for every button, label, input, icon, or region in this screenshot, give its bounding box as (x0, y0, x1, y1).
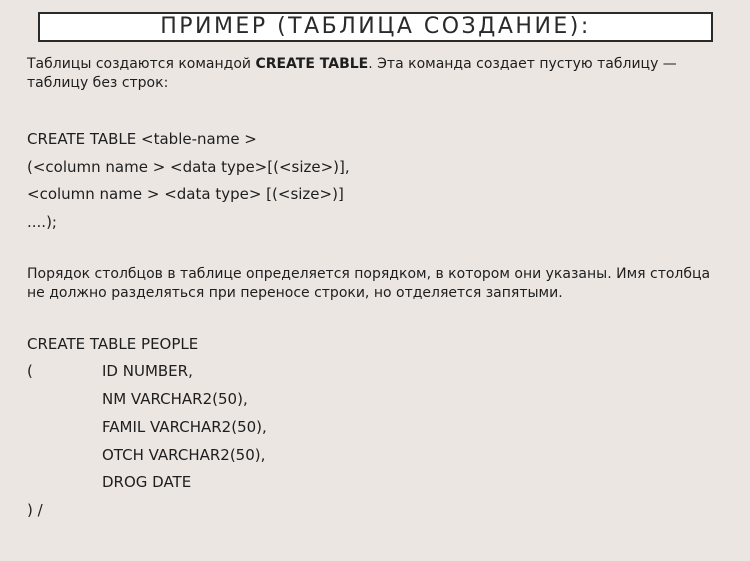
example-row (27, 446, 722, 474)
syntax-line: CREATE TABLE <table-name > (27, 130, 257, 148)
syntax-line: (<column name > <data type>[(<size>)], (27, 157, 350, 176)
spacer (27, 93, 722, 130)
example-column: OTCH VARCHAR2(50), (102, 445, 266, 464)
syntax-line: <column name > <data type> [(<size>)] (27, 185, 344, 204)
intro-text-before: Таблицы создаются командой (27, 56, 256, 72)
example-row (27, 501, 722, 529)
example-column: NM VARCHAR2(50), (102, 390, 248, 409)
intro-paragraph (27, 55, 722, 93)
example-row (27, 473, 722, 501)
example-column: ID NUMBER, (102, 362, 193, 381)
example-row (27, 390, 722, 418)
intro-text-after: . Эта команда создает пустую таблицу — таблицу без строк: (27, 56, 677, 91)
example-row (27, 418, 722, 446)
slide-title-box (38, 12, 713, 42)
intro-command: CREATE TABLE (255, 56, 369, 72)
order-note-paragraph: Порядок столбцов в таблице определяется порядком, в котором они указаны. Имя столбца не должно разделяться при переносе строки, но отделяется запятыми. (27, 265, 711, 301)
example-open-paren: ( (27, 362, 33, 381)
slide-title: ПРИМЕР (ТАБЛИЦА СОЗДАНИЕ): (160, 14, 591, 39)
syntax-line: ....); (27, 213, 57, 232)
spacer (27, 241, 722, 265)
slide-content (27, 55, 722, 529)
example-column: FAMIL VARCHAR2(50), (102, 417, 267, 436)
example-header: CREATE TABLE PEOPLE (27, 334, 199, 353)
example-column: DROG DATE (102, 473, 192, 492)
example-close: ) / (27, 500, 43, 519)
example-row (27, 362, 722, 390)
spacer (27, 303, 722, 335)
